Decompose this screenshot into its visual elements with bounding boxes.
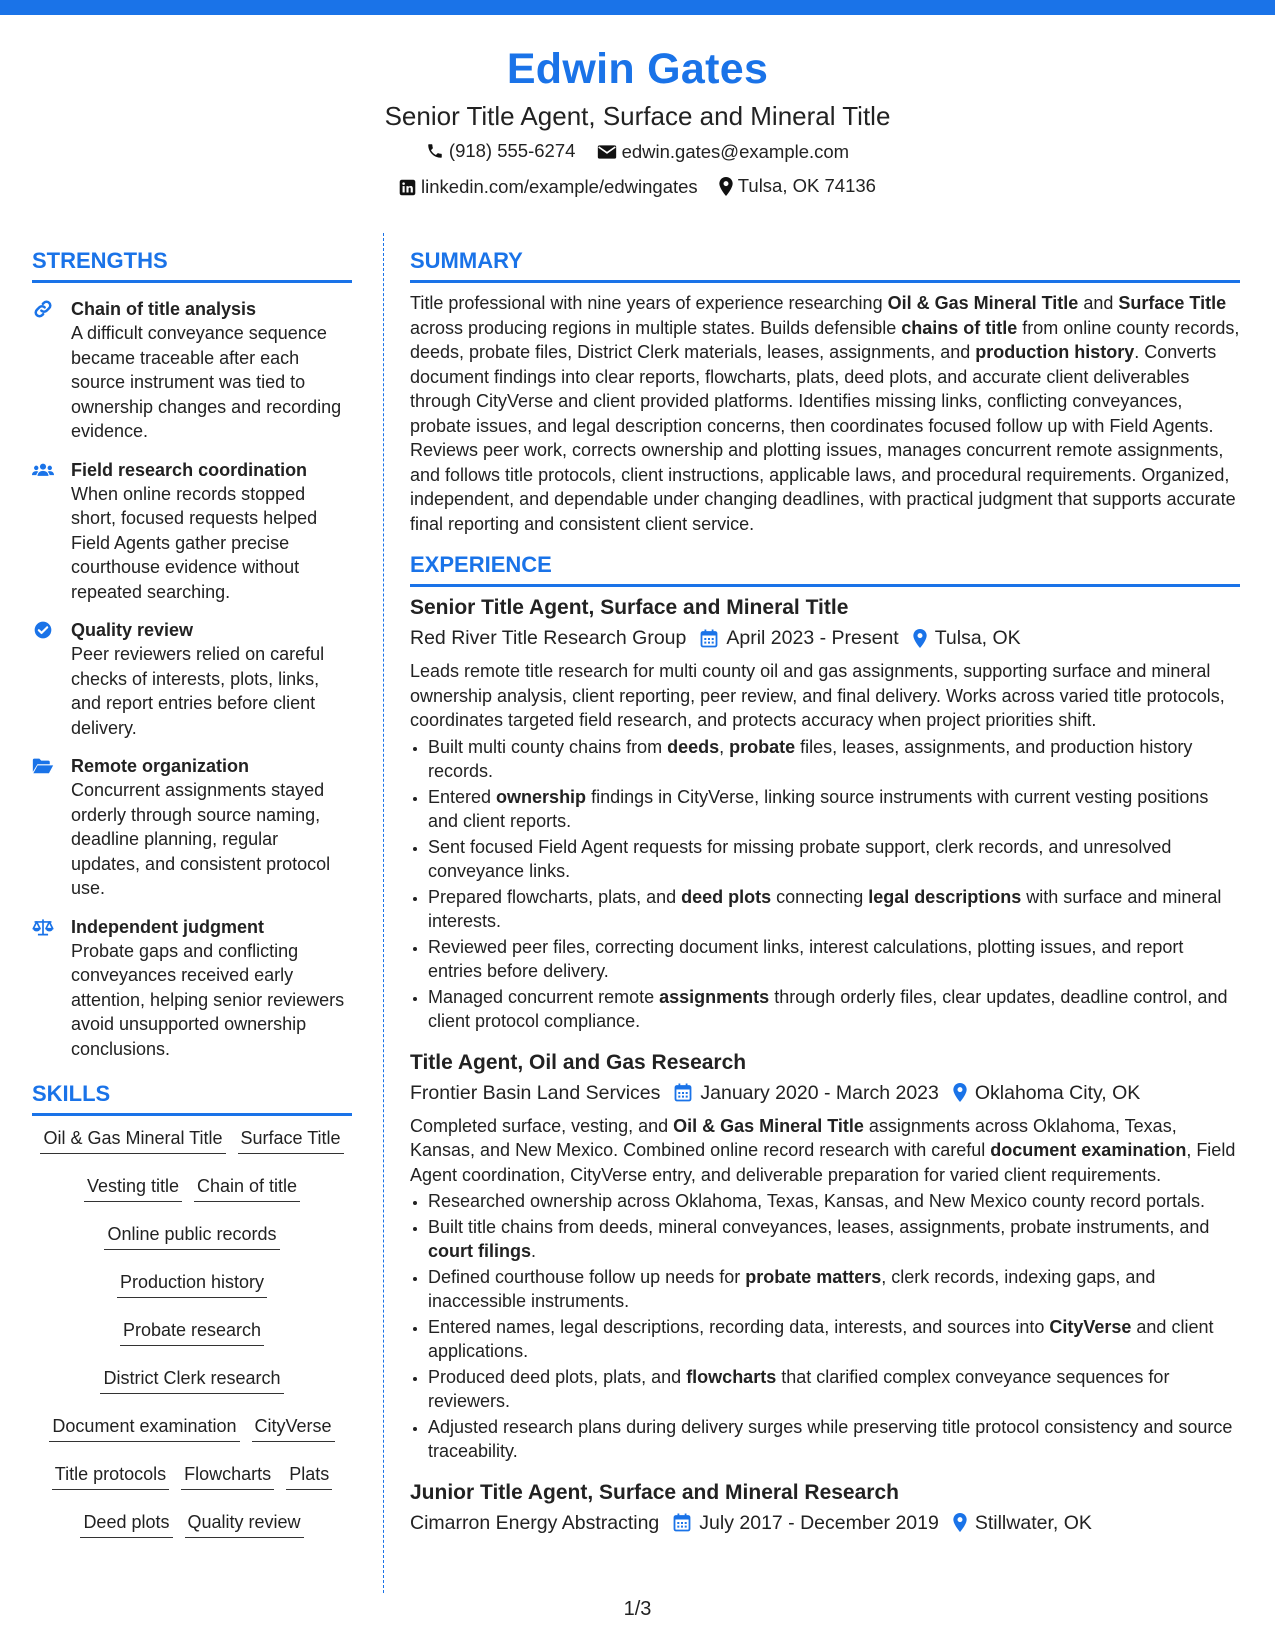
text-run: connecting: [771, 886, 869, 907]
strength-title: Remote organization: [71, 756, 250, 776]
page-number: 1/3: [623, 1598, 652, 1620]
bullet-item: [428, 835, 1240, 884]
strength-desc: A difficult conveyance sequence became traceable after each source instrument was tied to ownership changes and recording evidence.: [71, 323, 342, 441]
skill-tag: Title protocols: [52, 1462, 169, 1490]
map-pin-icon: [953, 1513, 967, 1532]
company-name: Frontier Basin Land Services: [410, 1081, 661, 1104]
text-run: Entered names, legal descriptions, recording data, interests, and sources into: [428, 1316, 1050, 1337]
location-text: Tulsa, OK: [934, 627, 1021, 649]
skill-row: [32, 1270, 352, 1298]
bold-keyword: assignments: [659, 986, 770, 1007]
text-run: through orderly files, clear updates, deadline control, and client protocol compliance.: [428, 986, 1228, 1031]
strength-title: Field research coordination: [71, 459, 308, 480]
folder-open-icon: [32, 756, 54, 776]
skill-tag: Oil & Gas Mineral Title: [40, 1126, 225, 1154]
skill-tag: Deed plots: [80, 1510, 172, 1538]
job-bullets: [410, 735, 1240, 1034]
text-run: Leads remote title research for multi county oil and gas assignments, supporting surface and mineral ownership analysis, client reporting, peer review, and final delivery. Works across varied title protocols, coordinates targeted field research, and protects accuracy when project priorities shift.: [410, 661, 1225, 730]
section-rule: [410, 584, 1240, 587]
location-contact: [719, 171, 876, 201]
bullet-item: [428, 1215, 1240, 1264]
company-name: Cimarron Energy Abstracting: [410, 1511, 660, 1534]
email-contact[interactable]: [597, 137, 850, 167]
map-pin-icon: [913, 629, 927, 648]
skill-tag: Vesting title: [84, 1174, 182, 1202]
bullet-item: [428, 1189, 1240, 1214]
bullet-item: [428, 985, 1240, 1034]
users-icon: [32, 460, 54, 480]
text-run: Adjusted research plans during delivery surges while preserving title protocol consistency and source traceability.: [428, 1416, 1233, 1461]
job-title: Title Agent, Oil and Gas Research: [410, 1050, 747, 1074]
bold-keyword: probate: [729, 736, 796, 757]
bold-keyword: deeds: [667, 736, 720, 757]
bold-keyword: chains of title: [901, 317, 1018, 338]
skill-tag: Quality review: [185, 1510, 304, 1538]
strength-title: Chain of title analysis: [71, 299, 257, 319]
strength-item: [32, 754, 352, 901]
text-run: and: [1078, 293, 1119, 313]
map-pin-icon: [953, 1083, 967, 1102]
text-run: Researched ownership across Oklahoma, Texas, Kansas, and New Mexico county record portals.: [428, 1191, 1206, 1211]
text-run: Completed surface, vesting, and: [410, 1115, 674, 1136]
bullet-item: [428, 1315, 1240, 1364]
skill-tag: Probate research: [120, 1318, 264, 1346]
job-dates: [700, 623, 898, 653]
skills-heading: SKILLS: [32, 1081, 111, 1106]
text-run: and client applications.: [428, 1316, 1214, 1361]
text-run: , Field Agent coordination, CityVerse entry, and deliverable preparation for varied client requirements.: [410, 1140, 1236, 1185]
job-location: [953, 1508, 1092, 1538]
candidate-name: Edwin Gates: [506, 45, 769, 93]
text-run: Built multi county chains from: [428, 736, 668, 757]
job-summary: [410, 1114, 1240, 1188]
company-name: Red River Title Research Group: [410, 627, 687, 649]
bold-keyword: flowcharts: [686, 1366, 777, 1387]
bold-keyword: court filings: [428, 1241, 531, 1261]
column-divider: [383, 233, 384, 1593]
job-meta: [410, 1078, 1240, 1108]
bullet-item: [428, 1365, 1240, 1414]
bullet-item: [428, 735, 1240, 784]
job-location: [953, 1078, 1140, 1108]
skill-tag: Surface Title: [238, 1126, 344, 1154]
job-summary: [410, 659, 1240, 733]
skill-row: [32, 1222, 352, 1250]
text-run: Sent focused Field Agent requests for missing probate support, clerk records, and unresolved conveyance links.: [428, 836, 1172, 881]
linkedin-icon: [399, 179, 416, 196]
text-run: assignments across Oklahoma, Texas, Kansas, and New Mexico. Combined online record research with careful: [410, 1115, 1177, 1160]
job-entry: [410, 1478, 1240, 1538]
job-meta: [410, 623, 1240, 653]
strength-item: [32, 297, 352, 444]
bullet-item: [428, 1265, 1240, 1314]
calendar-icon: [674, 1083, 692, 1102]
contact-row-1: [0, 136, 1275, 169]
bold-keyword: legal descriptions: [868, 886, 1022, 907]
resume-header: [0, 40, 1275, 205]
text-run: Reviewed peer files, correcting document links, interest calculations, plotting issues, and report entries before delivery.: [428, 936, 1184, 981]
job-title: Senior Title Agent, Surface and Mineral Title: [410, 596, 849, 619]
email-text[interactable]: edwin.gates@example.com: [621, 141, 850, 162]
bold-keyword: ownership: [496, 786, 587, 807]
location-text: Tulsa, OK 74136: [737, 175, 876, 196]
skill-tag: Document examination: [49, 1414, 239, 1442]
text-run: , clerk records, indexing gaps, and inaccessible instruments.: [428, 1266, 1156, 1311]
text-run: ,: [719, 736, 730, 757]
bold-keyword: production history: [975, 342, 1135, 362]
envelope-icon: [597, 144, 617, 160]
strength-desc: Peer reviewers relied on careful checks of interests, plots, links, and report entries before client delivery.: [71, 644, 325, 738]
skill-row: [32, 1318, 352, 1346]
bullet-item: [428, 1415, 1240, 1464]
text-run: Prepared flowcharts, plats, and: [428, 886, 682, 907]
text-run: Managed concurrent remote: [428, 986, 660, 1007]
strength-item: [32, 915, 352, 1062]
summary-heading: SUMMARY: [410, 248, 523, 273]
strength-title: Independent judgment: [71, 916, 264, 937]
check-circle-icon: [32, 620, 54, 640]
skill-tag: Flowcharts: [181, 1462, 274, 1490]
bullet-item: [428, 885, 1240, 934]
candidate-title: Senior Title Agent, Surface and Mineral Title: [384, 101, 891, 131]
dates-text: July 2017 - December 2019: [699, 1511, 939, 1534]
strengths-heading: STRENGTHS: [32, 248, 168, 273]
skills-list: [32, 1126, 352, 1538]
linkedin-text[interactable]: linkedin.com/example/edwingates: [421, 176, 698, 197]
contact-row-2: [0, 171, 1275, 205]
text-run: across producing regions in multiple states. Builds defensible: [410, 317, 902, 338]
location-text: Oklahoma City, OK: [974, 1081, 1141, 1104]
text-run: that clarified complex conveyance sequences for reviewers.: [428, 1366, 1170, 1411]
map-pin-icon: [719, 177, 733, 196]
strength-item: [32, 618, 352, 740]
dates-text: April 2023 - Present: [726, 627, 899, 649]
job-entry: [410, 1048, 1240, 1464]
job-bullets: [410, 1189, 1240, 1464]
bullet-item: [428, 935, 1240, 984]
job-meta: [410, 1508, 1240, 1538]
skill-tag: Plats: [286, 1462, 332, 1490]
strength-desc: Probate gaps and conflicting conveyances received early attention, helping senior reviewers avoid unsupported ownership conclusions.: [71, 940, 345, 1059]
skill-tag: CityVerse: [252, 1414, 335, 1442]
text-run: . Converts document findings into clear reports, flowcharts, plats, deed plots, and accurate client deliverables through CityVerse and client provided platforms. Identifies missing links, conflicting conveyances, probate issues, and legal description concerns, then coordinates focused follow up with Field Agents. Reviews peer work, corrects ownership and plotting issues, manages concurrent remote assignments, and follows title protocols, client instructions, applicable laws, and procedural requirements. Organized, independent, and dependable under changing deadlines, with practical judgment that supports accurate final reporting and consistent client service.: [410, 342, 1236, 534]
bold-keyword: deed plots: [681, 886, 772, 907]
section-rule: [410, 280, 1240, 283]
strength-desc: Concurrent assignments stayed orderly through source naming, deadline planning, regular updates, and consistent protocol use.: [71, 780, 331, 898]
section-rule: [32, 280, 352, 283]
right-column: [410, 246, 1240, 1544]
strength-title: Quality review: [71, 620, 194, 640]
left-column: [32, 246, 352, 1558]
text-run: Entered: [428, 786, 497, 807]
bullet-item: [428, 785, 1240, 834]
job-title: Junior Title Agent, Surface and Mineral Research: [410, 1480, 899, 1504]
skill-row: [32, 1174, 352, 1202]
experience-list: [410, 593, 1240, 1538]
phone-contact: [426, 136, 576, 166]
bold-keyword: Surface Title: [1118, 293, 1227, 313]
text-run: findings in CityVerse, linking source instruments with current vesting positions and client reports.: [428, 786, 1209, 831]
text-run: Defined courthouse follow up needs for: [428, 1266, 746, 1287]
dates-text: January 2020 - March 2023: [700, 1081, 939, 1104]
text-run: .: [531, 1241, 537, 1261]
phone-text: (918) 555-6274: [448, 140, 576, 161]
skill-tag: Chain of title: [194, 1174, 300, 1202]
skill-row: [32, 1366, 352, 1394]
link-icon: [32, 299, 54, 319]
job-entry: [410, 593, 1240, 1034]
skill-tag: Online public records: [104, 1222, 279, 1250]
bold-keyword: Oil & Gas Mineral Title: [887, 293, 1079, 313]
skill-row: [32, 1462, 352, 1490]
bold-keyword: document examination: [990, 1140, 1187, 1160]
text-run: with surface and mineral interests.: [428, 886, 1222, 931]
bold-keyword: Oil & Gas Mineral Title: [673, 1115, 864, 1136]
scale-icon: [32, 917, 54, 937]
bold-keyword: CityVerse: [1049, 1316, 1132, 1337]
phone-icon: [426, 142, 444, 160]
text-run: from online county records, deeds, probate files, District Clerk materials, leases, assignments, and: [410, 317, 1240, 362]
location-text: Stillwater, OK: [974, 1511, 1092, 1534]
section-rule: [32, 1113, 352, 1116]
strength-item: [32, 458, 352, 605]
text-run: Title professional with nine years of experience researching: [410, 293, 888, 313]
job-dates: [674, 1078, 938, 1108]
summary-text: [410, 291, 1240, 536]
text-run: files, leases, assignments, and production history records.: [428, 736, 1193, 781]
skill-row: [32, 1126, 352, 1154]
skill-tag: Production history: [117, 1270, 267, 1298]
skill-tag: District Clerk research: [100, 1366, 283, 1394]
bold-keyword: probate matters: [745, 1266, 882, 1287]
job-dates: [673, 1508, 939, 1538]
text-run: Produced deed plots, plats, and: [428, 1366, 687, 1387]
skill-row: [32, 1510, 352, 1538]
linkedin-contact[interactable]: [399, 172, 698, 202]
top-accent-bar: [0, 0, 1275, 15]
text-run: Built title chains from deeds, mineral conveyances, leases, assignments, probate instruments, and: [428, 1216, 1210, 1237]
strength-desc: When online records stopped short, focused requests helped Field Agents gather precise courthouse evidence without repeated searching.: [71, 483, 318, 602]
experience-heading: EXPERIENCE: [410, 552, 552, 577]
job-location: [913, 623, 1021, 653]
skill-row: [32, 1414, 352, 1442]
calendar-icon: [673, 1513, 691, 1532]
calendar-icon: [700, 629, 718, 648]
